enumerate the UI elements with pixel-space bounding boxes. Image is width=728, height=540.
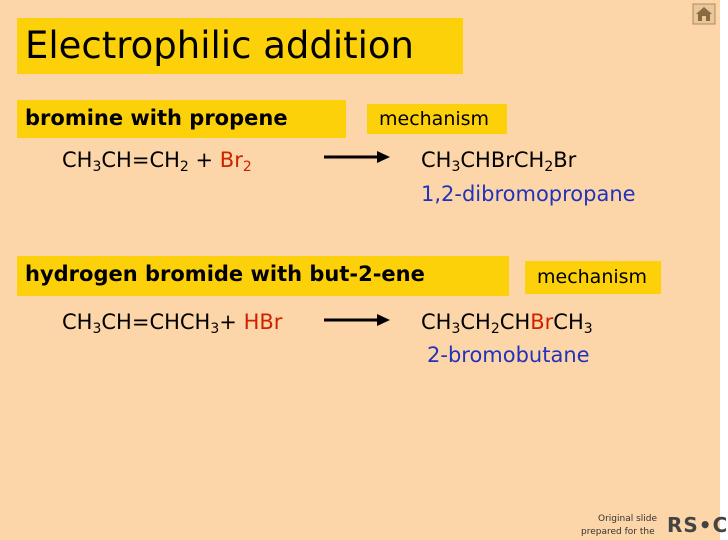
section1-mechanism-label[interactable]: mechanism (379, 108, 490, 130)
section2-heading: hydrogen bromide with but-2-ene (25, 262, 425, 286)
section2-product-name: 2-bromobutane (427, 343, 590, 367)
section2-reactants: $CH_3CH=CHCH_3+$ HBr (62, 310, 283, 337)
home-button[interactable] (692, 3, 716, 25)
section1-product: $CH_3CHBrCH_2Br$ (421, 148, 577, 175)
section1-reaction-arrow (323, 150, 391, 164)
section1-product-name: 1,2-dibromopropane (421, 182, 636, 206)
hydrogen-bromide-reagent: HBr (243, 310, 283, 334)
section1-heading: bromine with propene (25, 106, 288, 130)
section2-reaction-arrow (323, 313, 391, 327)
credit-line1: Original slide (598, 514, 658, 524)
section1-reactants: $CH_3CH=CH_2 + Br_2$ (62, 148, 252, 175)
credit-line2: prepared for the (581, 527, 655, 537)
bromine-reagent: $Br_2$ (219, 148, 252, 175)
section2-mechanism-label[interactable]: mechanism (537, 266, 648, 288)
home-icon (692, 3, 716, 25)
slide-title: Electrophilic addition (25, 24, 414, 67)
section2-product: $CH_3CH_2CHBrCH_3$ (421, 310, 593, 337)
rsc-logo: RS•C (667, 513, 728, 537)
